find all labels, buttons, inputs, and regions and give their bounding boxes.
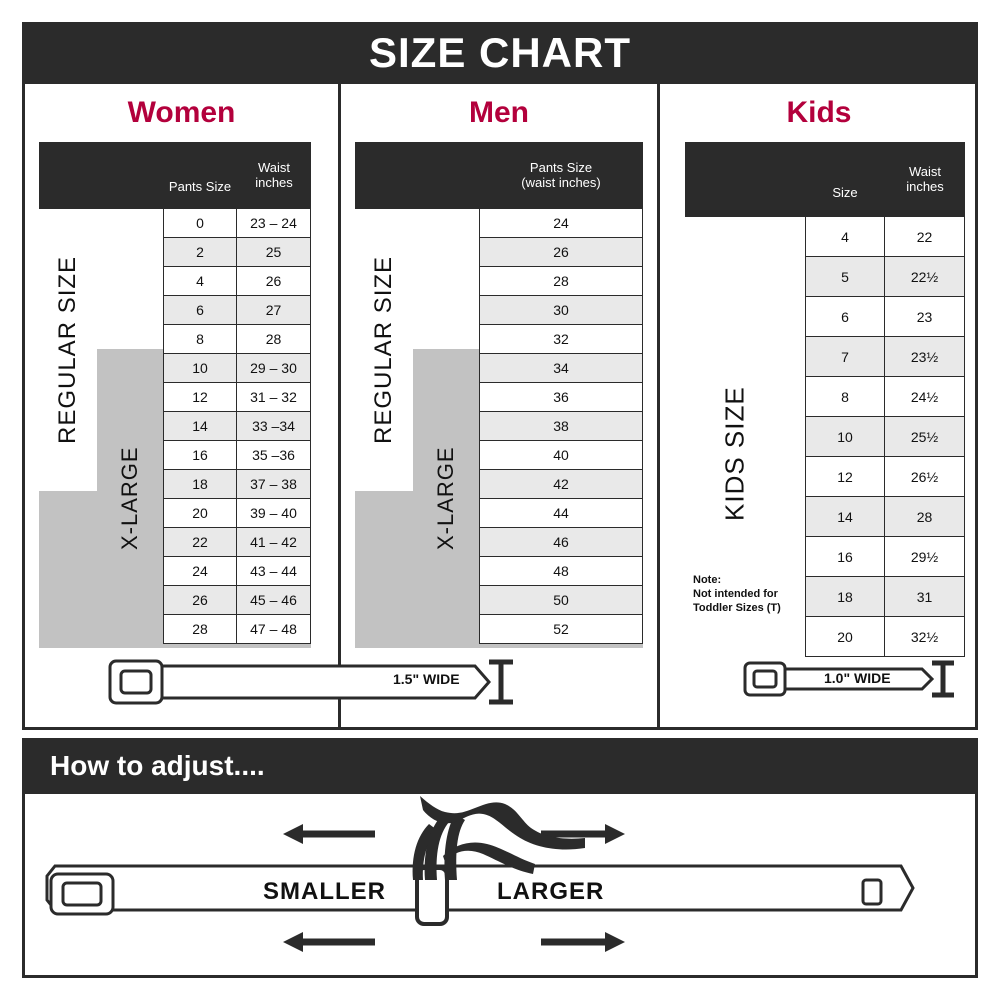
page-title: SIZE CHART — [369, 29, 631, 76]
table-row — [163, 383, 311, 412]
men-cell-size: 38 — [479, 412, 643, 441]
kids-cell-waist: 24½ — [885, 377, 965, 417]
table-row — [479, 499, 643, 528]
women-cell-waist: 33 –34 — [237, 412, 311, 441]
kids-note-line1: Note: — [693, 574, 722, 586]
table-row — [805, 417, 965, 457]
kids-header-waist: Waist — [908, 163, 942, 179]
table-row — [163, 441, 311, 470]
women-header-pants-size: Pants Size — [168, 179, 232, 195]
kids-cell-waist: 23 — [885, 297, 965, 337]
table-row — [805, 377, 965, 417]
table-row — [163, 615, 311, 644]
label-smaller: SMALLER — [263, 878, 386, 905]
kids-cell-size: 6 — [805, 297, 885, 337]
table-row — [805, 217, 965, 257]
kids-cell-waist: 25½ — [885, 417, 965, 457]
table-row — [805, 257, 965, 297]
kids-cell-waist: 23½ — [885, 337, 965, 377]
divider-women-men — [338, 84, 341, 727]
men-regular-size-label: REGULAR SIZE — [370, 255, 397, 445]
kids-cell-size: 4 — [805, 217, 885, 257]
women-cell-size: 28 — [163, 615, 237, 644]
table-row — [163, 267, 311, 296]
kids-cell-size: 5 — [805, 257, 885, 297]
men-cell-size: 44 — [479, 499, 643, 528]
kids-cell-size: 16 — [805, 537, 885, 577]
table-row — [479, 528, 643, 557]
table-row — [479, 238, 643, 267]
table-row — [479, 615, 643, 644]
table-row — [479, 354, 643, 383]
women-cell-size: 4 — [163, 267, 237, 296]
men-cell-size: 52 — [479, 615, 643, 644]
men-cell-size: 34 — [479, 354, 643, 383]
women-table-header — [39, 142, 311, 209]
belt-width-label-kids: 1.0" WIDE — [824, 670, 891, 686]
divider-men-kids — [657, 84, 660, 727]
women-cell-size: 22 — [163, 528, 237, 557]
men-cell-size: 36 — [479, 383, 643, 412]
men-cell-size: 42 — [479, 470, 643, 499]
women-cell-waist: 41 – 42 — [237, 528, 311, 557]
kids-cell-size: 20 — [805, 617, 885, 657]
main-size-panel — [22, 84, 978, 730]
table-row — [479, 296, 643, 325]
men-header-waist-inches: (waist inches) — [521, 174, 601, 190]
men-cell-size: 28 — [479, 267, 643, 296]
kids-cell-waist: 22½ — [885, 257, 965, 297]
women-cell-size: 24 — [163, 557, 237, 586]
table-row — [805, 297, 965, 337]
women-cell-size: 0 — [163, 209, 237, 238]
women-cell-size: 20 — [163, 499, 237, 528]
women-header-inches: inches — [255, 174, 293, 190]
table-row — [163, 412, 311, 441]
kids-cell-size: 7 — [805, 337, 885, 377]
kids-cell-waist: 28 — [885, 497, 965, 537]
kids-size-label: KIDS SIZE — [719, 386, 750, 522]
kids-cell-size: 18 — [805, 577, 885, 617]
table-row — [163, 354, 311, 383]
women-cell-waist: 39 – 40 — [237, 499, 311, 528]
men-xlarge-label: X-LARGE — [433, 446, 458, 551]
men-table-header — [355, 142, 643, 209]
kids-cell-waist: 29½ — [885, 537, 965, 577]
women-cell-waist: 45 – 46 — [237, 586, 311, 615]
kids-note-line2: Not intended for — [693, 587, 778, 600]
men-cell-size: 32 — [479, 325, 643, 354]
men-cell-size: 46 — [479, 528, 643, 557]
table-row — [479, 470, 643, 499]
kids-cell-waist: 31 — [885, 577, 965, 617]
howto-adjust-panel — [22, 794, 978, 978]
women-cell-waist: 23 – 24 — [237, 209, 311, 238]
table-row — [163, 557, 311, 586]
belt-graphic-kids — [740, 649, 970, 709]
section-title-men: Men — [469, 96, 529, 129]
howto-adjust-title: How to adjust.... — [50, 750, 265, 781]
kids-cell-waist: 22 — [885, 217, 965, 257]
table-row — [163, 586, 311, 615]
kids-cell-size: 14 — [805, 497, 885, 537]
label-larger: LARGER — [497, 878, 605, 905]
women-cell-size: 10 — [163, 354, 237, 383]
women-xlarge-label: X-LARGE — [117, 446, 142, 551]
table-row — [163, 209, 311, 238]
table-row — [805, 577, 965, 617]
table-row — [163, 528, 311, 557]
kids-cell-waist: 26½ — [885, 457, 965, 497]
belt-graphic-adult — [103, 644, 533, 714]
women-cell-size: 8 — [163, 325, 237, 354]
men-cell-size: 30 — [479, 296, 643, 325]
kids-table-header — [685, 142, 965, 217]
women-cell-size: 12 — [163, 383, 237, 412]
kids-note-line3: Toddler Sizes (T) — [693, 601, 781, 614]
women-cell-size: 16 — [163, 441, 237, 470]
table-row — [479, 441, 643, 470]
women-cell-size: 2 — [163, 238, 237, 267]
table-row — [479, 586, 643, 615]
kids-cell-waist: 32½ — [885, 617, 965, 657]
men-cell-size: 50 — [479, 586, 643, 615]
table-row — [479, 209, 643, 238]
women-cell-waist: 47 – 48 — [237, 615, 311, 644]
women-cell-waist: 31 – 32 — [237, 383, 311, 412]
table-row — [479, 325, 643, 354]
table-row — [163, 296, 311, 325]
women-cell-size: 26 — [163, 586, 237, 615]
table-row — [479, 412, 643, 441]
women-cell-waist: 26 — [237, 267, 311, 296]
kids-cell-size: 12 — [805, 457, 885, 497]
women-regular-size-label: REGULAR SIZE — [54, 255, 81, 445]
table-row — [163, 499, 311, 528]
kids-header-size: Size — [832, 185, 858, 201]
chart-title-bar — [22, 22, 978, 84]
women-cell-waist: 43 – 44 — [237, 557, 311, 586]
kids-cell-size: 10 — [805, 417, 885, 457]
women-cell-waist: 35 –36 — [237, 441, 311, 470]
men-cell-size: 24 — [479, 209, 643, 238]
table-row — [805, 457, 965, 497]
women-size-table — [163, 209, 311, 644]
table-row — [479, 557, 643, 586]
men-cell-size: 26 — [479, 238, 643, 267]
women-cell-waist: 25 — [237, 238, 311, 267]
table-row — [805, 497, 965, 537]
table-row — [163, 238, 311, 267]
table-row — [163, 325, 311, 354]
men-cell-size: 40 — [479, 441, 643, 470]
kids-cell-size: 8 — [805, 377, 885, 417]
men-cell-size: 48 — [479, 557, 643, 586]
women-header-waist: Waist — [257, 159, 291, 175]
men-header-pants-size: Pants Size — [529, 159, 593, 175]
men-size-table — [479, 209, 643, 644]
belt-svg-adult — [103, 644, 533, 714]
howto-adjust-bar — [22, 738, 978, 794]
table-row — [479, 267, 643, 296]
table-row — [805, 537, 965, 577]
women-cell-waist: 27 — [237, 296, 311, 325]
table-row — [479, 383, 643, 412]
women-cell-waist: 28 — [237, 325, 311, 354]
women-cell-size: 6 — [163, 296, 237, 325]
women-cell-waist: 37 – 38 — [237, 470, 311, 499]
table-row — [805, 337, 965, 377]
section-title-kids: Kids — [786, 96, 852, 129]
women-cell-size: 14 — [163, 412, 237, 441]
kids-size-table — [805, 217, 965, 657]
section-title-women: Women — [127, 96, 236, 129]
kids-header-inches: inches — [906, 178, 944, 194]
women-cell-size: 18 — [163, 470, 237, 499]
belt-width-label-adult: 1.5" WIDE — [393, 671, 460, 687]
table-row — [163, 470, 311, 499]
women-cell-waist: 29 – 30 — [237, 354, 311, 383]
kids-note — [693, 574, 813, 615]
